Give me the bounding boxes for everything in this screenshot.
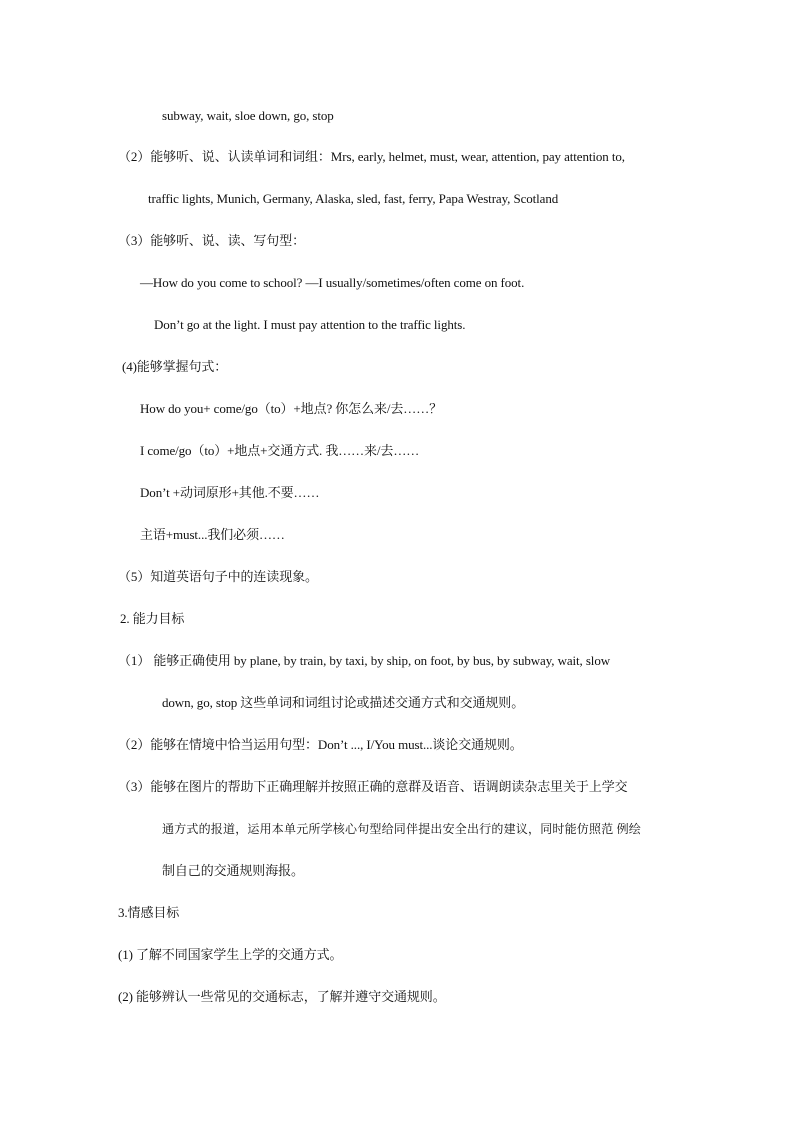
text-line-17: （3）能够在图片的帮助下正确理解并按照正确的意群及语音、语调朗读杂志里关于上学交 — [118, 779, 628, 794]
text-line-22: (2) 能够辨认一些常见的交通标志，了解并遵守交通规则。 — [118, 989, 446, 1004]
section-heading-emotion: 3.情感目标 — [118, 905, 180, 920]
text-line-12: （5）知道英语句子中的连读现象。 — [118, 569, 318, 584]
text-line-15: down, go, stop 这些单词和词组讨论或描述交通方式和交通规则。 — [162, 695, 525, 710]
text-line-16: （2）能够在情境中恰当运用句型：Don’t ..., I/You must...谈论交通规则。 — [118, 737, 523, 752]
text-line-3: traffic lights, Munich, Germany, Alaska, sled, fast, ferry, Papa Westray, Scotland — [148, 191, 559, 206]
text-line-6: Don’t go at the light. I must pay attention to the traffic lights. — [154, 317, 466, 332]
text-line-18: 通方式的报道，运用本单元所学核心句型给同伴提出安全出行的建议，同时能仿照范 例绘 — [162, 822, 642, 836]
section-heading-ability: 2. 能力目标 — [120, 611, 185, 626]
text-line-2: （2）能够听、说、认读单词和词组：Mrs, early, helmet, must, wear, attention, pay attention to, — [118, 149, 625, 164]
text-line-19: 制自己的交通规则海报。 — [162, 863, 304, 878]
text-line-14: （1） 能够正确使用 by plane, by train, by taxi, by ship, on foot, by bus, by subway, wait, slow — [118, 653, 611, 668]
text-line-4: （3）能够听、说、读、写句型： — [118, 233, 306, 248]
text-line-8: How do you+ come/go（to）+地点? 你怎么来/去……？ — [140, 401, 442, 416]
text-line-1: subway, wait, sloe down, go, stop — [162, 108, 334, 123]
text-line-10: Don’t +动词原形+其他.不要…… — [140, 485, 320, 500]
text-line-21: (1) 了解不同国家学生上学的交通方式。 — [118, 947, 343, 962]
text-line-7: (4)能够掌握句式： — [122, 359, 228, 374]
text-line-5: —How do you come to school? —I usually/sometimes/often come on foot. — [140, 275, 525, 290]
text-line-11: 主语+must...我们必须…… — [140, 527, 285, 542]
text-line-9: I come/go（to）+地点+交通方式. 我……来/去…… — [140, 443, 420, 458]
